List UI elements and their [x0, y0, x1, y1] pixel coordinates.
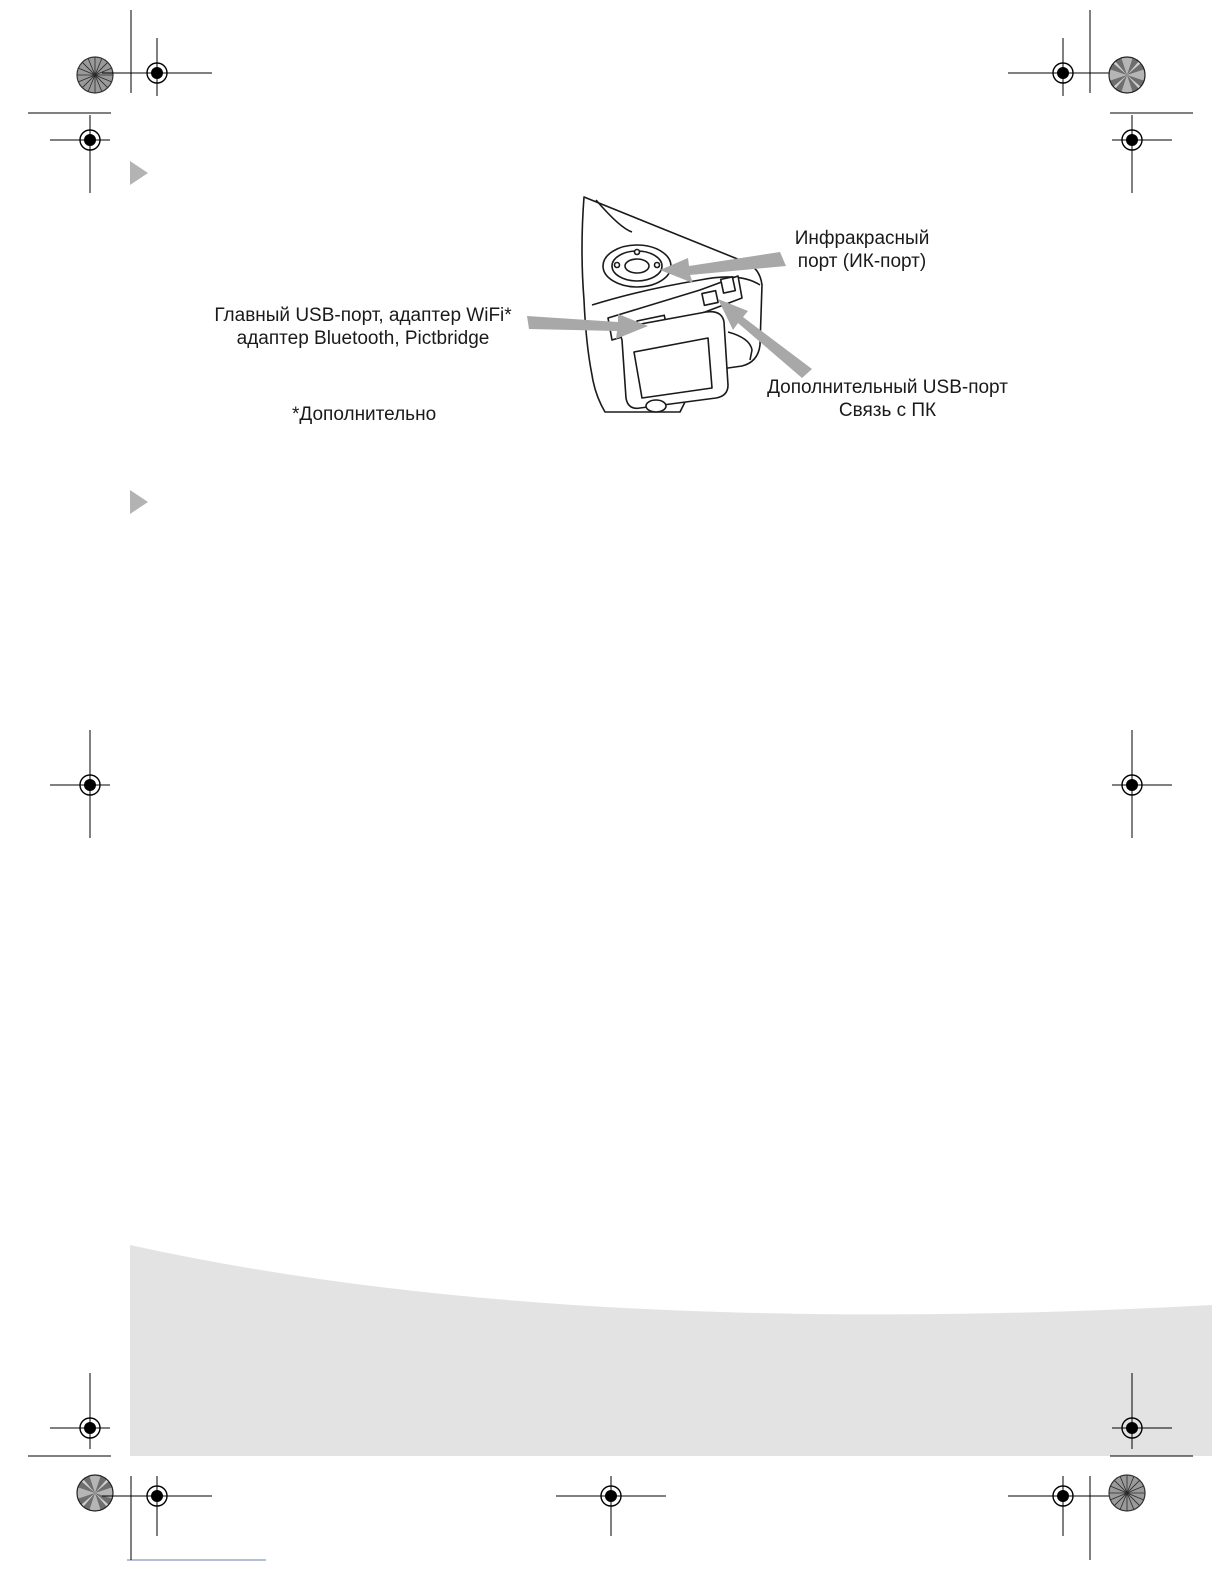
infrared-window: [721, 277, 736, 293]
main-usb-port-label-line2: адаптер Bluetooth, Pictbridge: [236, 328, 490, 349]
secondary-usb-port-label-line2: Связь с ПК: [838, 400, 937, 421]
infrared-port-label-line2: порт (ИК-порт): [797, 251, 927, 272]
dial-marker: [635, 250, 640, 255]
infrared-port-label-line1: Инфракрасный: [794, 228, 930, 249]
main-usb-port-label: [198, 304, 528, 350]
main-usb-port-label-line1: Главный USB-порт, адаптер WiFi*: [214, 305, 512, 326]
secondary-usb-port-label-line1: Дополнительный USB-порт: [767, 377, 1008, 398]
device-foot: [646, 400, 666, 412]
secondary-usb-port-label: [750, 376, 1025, 422]
dial-marker: [655, 263, 660, 268]
navigation-dial-center: [625, 259, 649, 273]
infrared-port-label: [782, 227, 942, 273]
optional-footnote: *Дополнительно: [292, 404, 437, 425]
dial-marker: [615, 263, 620, 268]
secondary-usb-slot: [702, 291, 718, 306]
